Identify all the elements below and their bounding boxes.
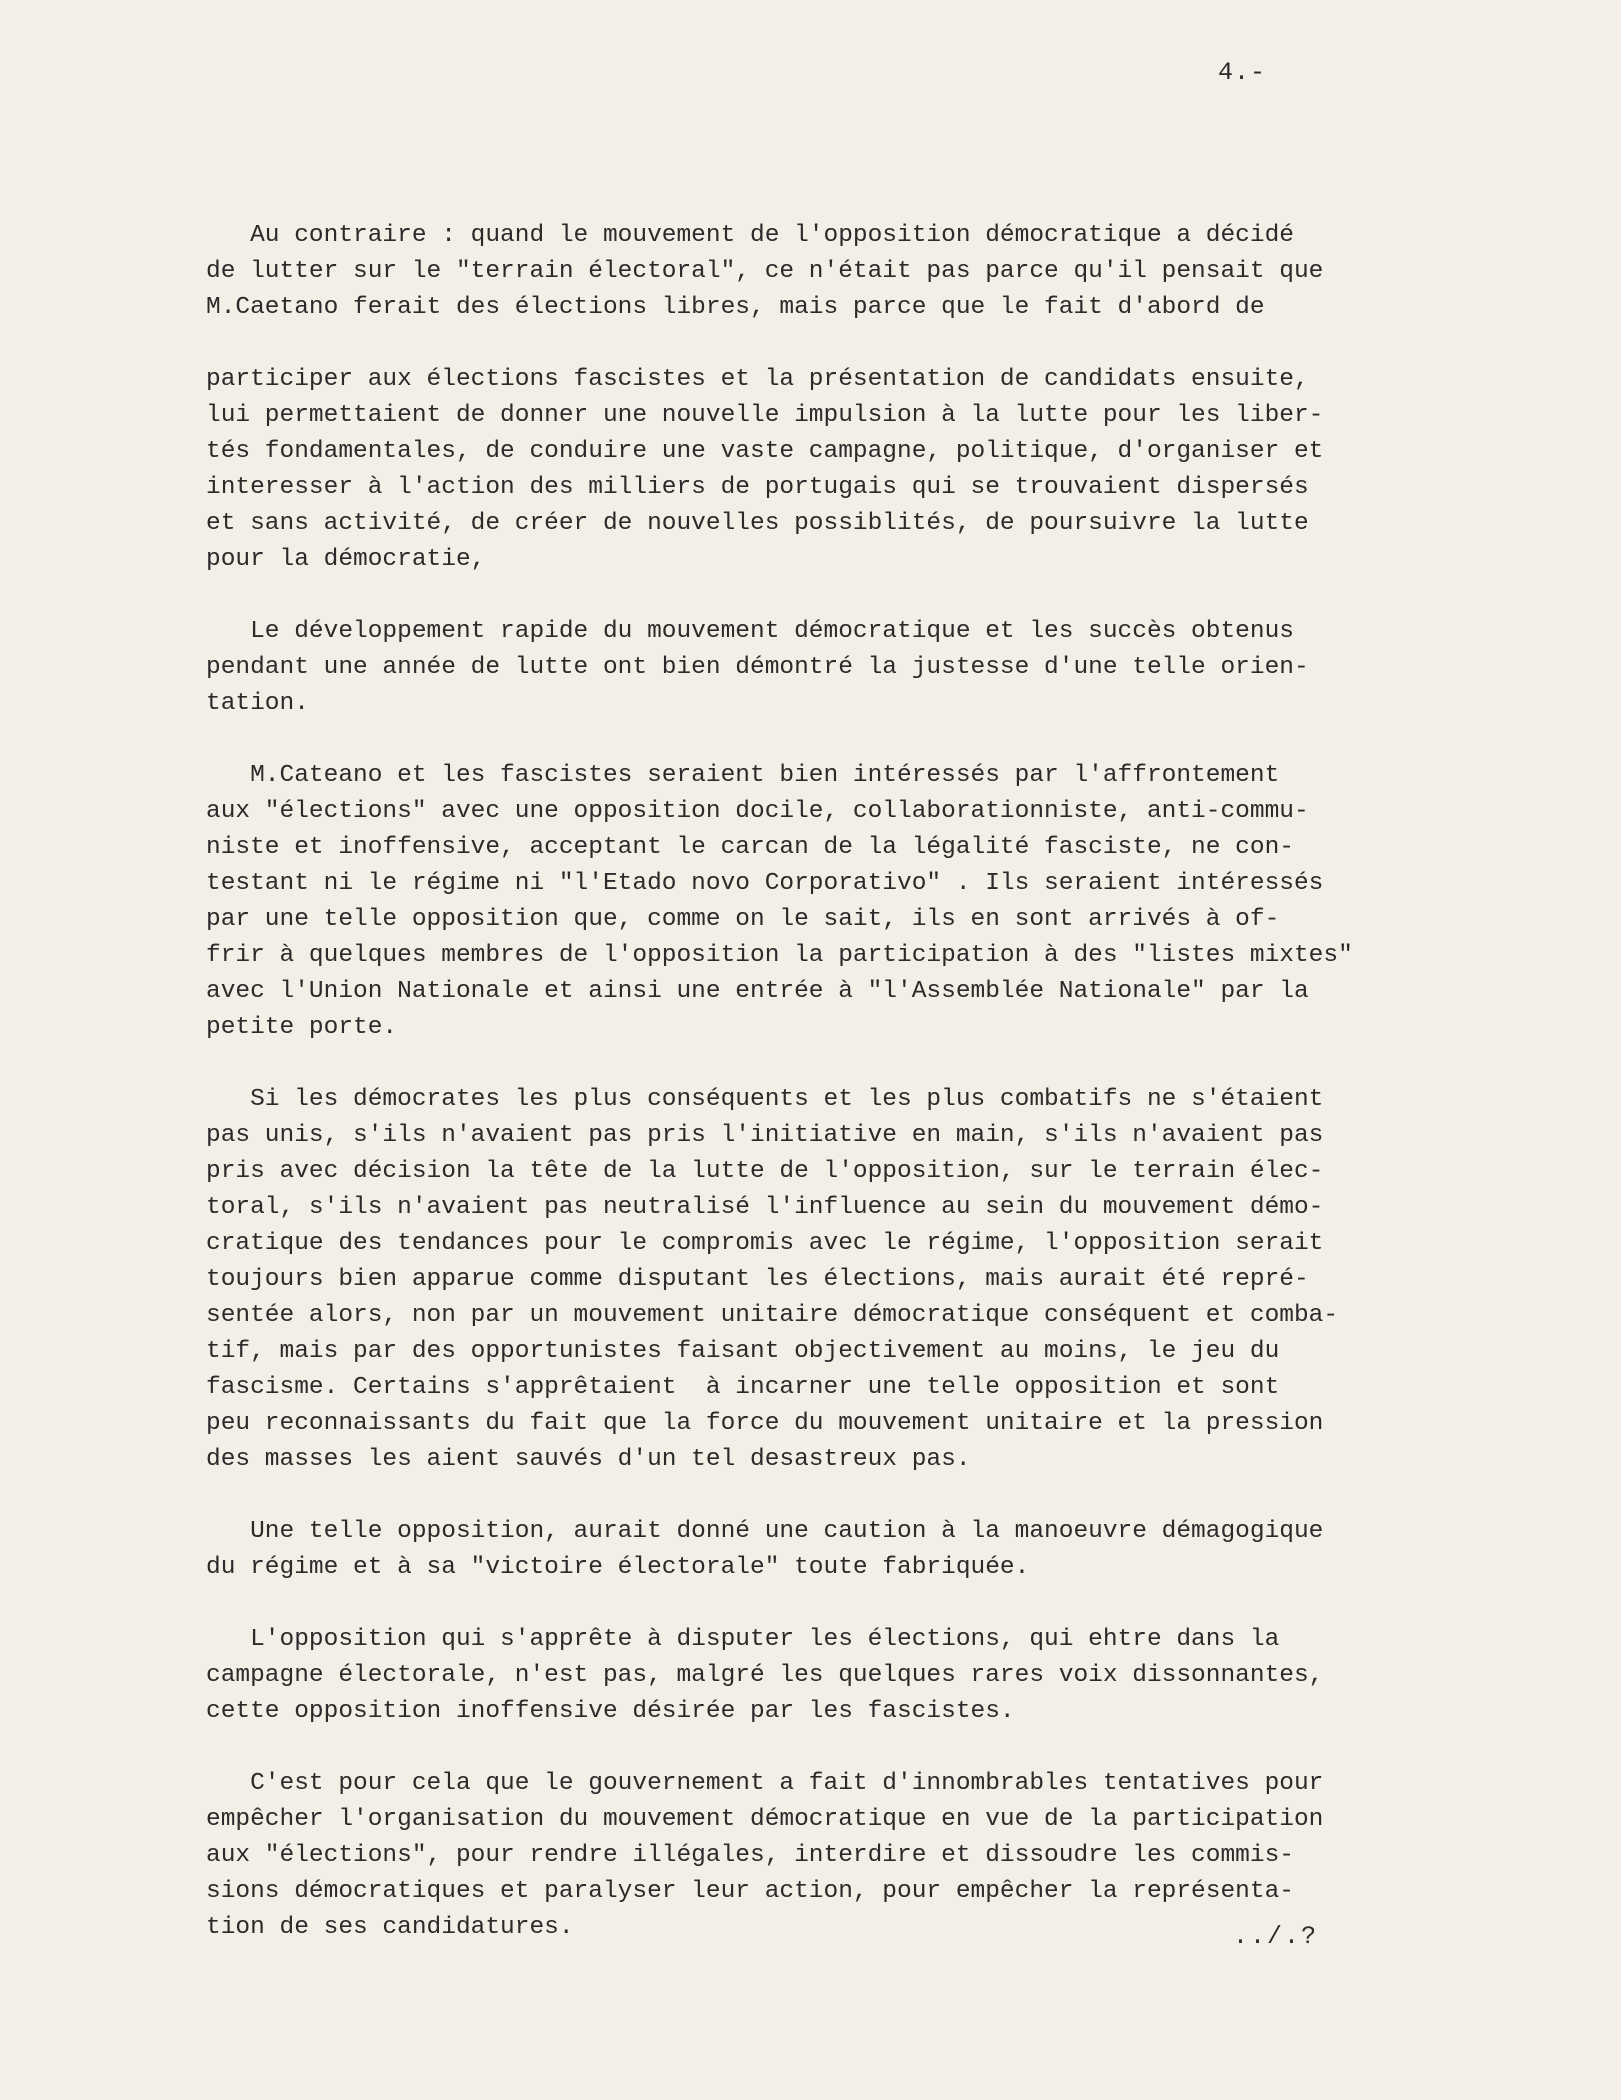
text-line: participer aux élections fascistes et la présentation de candidats ensuite, [206,366,1309,393]
paragraph-3 [206,758,1456,1046]
text-line: testant ni le régime ni "l'Etado novo Corporativo" . Ils seraient intéressés [206,870,1324,897]
text-line: empêcher l'organisation du mouvement démocratique en vue de la participation [206,1806,1324,1833]
text-line: pris avec décision la tête de la lutte de l'opposition, sur le terrain élec- [206,1158,1324,1185]
text-line: tif, mais par des opportunistes faisant objectivement au moins, le jeu du [206,1338,1280,1365]
text-line: peu reconnaissants du fait que la force du mouvement unitaire et la pression [206,1410,1324,1437]
text-line: campagne électorale, n'est pas, malgré les quelques rares voix dissonnantes, [206,1662,1324,1689]
text-line: frir à quelques membres de l'opposition la participation à des "listes mixtes" [206,942,1353,969]
text-line: sentée alors, non par un mouvement unitaire démocratique conséquent et comba- [206,1302,1339,1329]
text-line: avec l'Union Nationale et ainsi une entrée à "l'Assemblée Nationale" par la [206,978,1309,1005]
text-line: pas unis, s'ils n'avaient pas pris l'initiative en main, s'ils n'avaient pas [206,1122,1324,1149]
text-line: Une telle opposition, aurait donné une caution à la manoeuvre démagogique [206,1518,1324,1545]
paragraph-4 [206,1082,1456,1478]
continuation-mark: ../.? [1233,1922,1319,1951]
document-body [206,218,1456,1982]
text-line: pour la démocratie, [206,546,486,573]
paragraph-5 [206,1514,1456,1586]
text-line: aux "élections" avec une opposition docile, collaborationniste, anti-commu- [206,798,1309,825]
text-line: toujours bien apparue comme disputant les élections, mais aurait été repré- [206,1266,1309,1293]
text-line: interesser à l'action des milliers de portugais qui se trouvaient dispersés [206,474,1309,501]
text-line: Au contraire : quand le mouvement de l'opposition démocratique a décidé [206,222,1294,249]
text-line: Le développement rapide du mouvement démocratique et les succès obtenus [206,618,1294,645]
text-line [206,326,1456,362]
text-line: tion de ses candidatures. [206,1914,574,1941]
text-line: sions démocratiques et paralyser leur action, pour empêcher la représenta- [206,1878,1294,1905]
text-line: pendant une année de lutte ont bien démontré la justesse d'une telle orien- [206,654,1309,681]
text-line: M.Caetano ferait des élections libres, mais parce que le fait d'abord de [206,294,1265,321]
text-line: tés fondamentales, de conduire une vaste campagne, politique, d'organiser et [206,438,1324,465]
paragraph-2 [206,614,1456,722]
text-line: tation. [206,690,309,717]
text-line: de lutter sur le "terrain électoral", ce n'était pas parce qu'il pensait que [206,258,1324,285]
text-line: Si les démocrates les plus conséquents et les plus combatifs ne s'étaient [206,1086,1324,1113]
page-number: 4.- [1218,58,1267,87]
text-line: C'est pour cela que le gouvernement a fait d'innombrables tentatives pour [206,1770,1324,1797]
text-line: petite porte. [206,1014,398,1041]
text-line: cette opposition inoffensive désirée par les fascistes. [206,1698,1015,1725]
text-line: du régime et à sa "victoire électorale" toute fabriquée. [206,1554,1030,1581]
paragraph-6 [206,1622,1456,1730]
text-line: M.Cateano et les fascistes seraient bien intéressés par l'affrontement [206,762,1280,789]
text-line: par une telle opposition que, comme on le sait, ils en sont arrivés à of- [206,906,1280,933]
paragraph-7 [206,1766,1456,1946]
text-line: des masses les aient sauvés d'un tel desastreux pas. [206,1446,971,1473]
text-line: niste et inoffensive, acceptant le carcan de la légalité fasciste, ne con- [206,834,1294,861]
text-line: toral, s'ils n'avaient pas neutralisé l'influence au sein du mouvement démo- [206,1194,1324,1221]
text-line: et sans activité, de créer de nouvelles possiblités, de poursuivre la lutte [206,510,1309,537]
text-line: L'opposition qui s'apprête à disputer les élections, qui ehtre dans la [206,1626,1280,1653]
text-line: lui permettaient de donner une nouvelle impulsion à la lutte pour les liber- [206,402,1324,429]
text-line: aux "élections", pour rendre illégales, interdire et dissoudre les commis- [206,1842,1294,1869]
paragraph-1 [206,218,1456,578]
text-line: cratique des tendances pour le compromis avec le régime, l'opposition serait [206,1230,1324,1257]
text-line: fascisme. Certains s'apprêtaient à incarner une telle opposition et sont [206,1374,1280,1401]
